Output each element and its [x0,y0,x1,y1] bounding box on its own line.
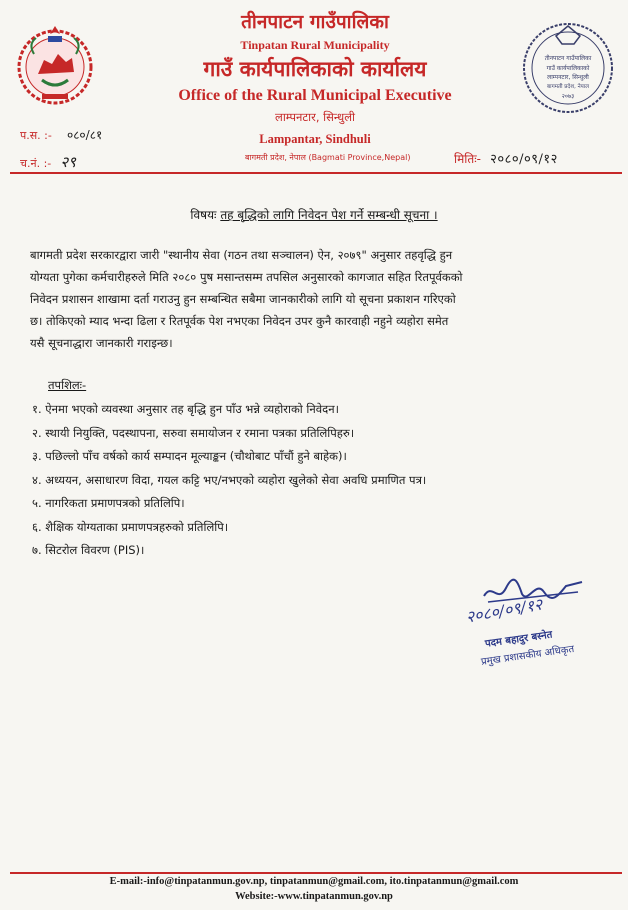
location-np: लाम्पनटार, सिन्धुली [275,110,355,124]
svg-text:२०७३: २०७३ [561,93,575,100]
list-item: ४. अध्ययन, असाधारण विदा, गयल कट्टि भए/नभएको व्यहोरा खुलेको सेवा अवधि प्रमाणित पत्र। [32,472,427,487]
svg-text:तीनपाटन गाउँपालिका: तीनपाटन गाउँपालिका [544,55,592,62]
subject-label: विषयः [190,208,217,222]
cn-value: २९ [60,153,76,171]
patra-sankhya [20,124,102,143]
body-line: यसै सूचनाद्धारा जानकारी गराइन्छ। [30,336,173,350]
province-line: बागमती प्रदेश, नेपाल (Bagmati Province,Nepal) [245,153,411,162]
footer-email: E-mail:-info@tinpatanmun.gov.np, tinpatanmun@gmail.com, ito.tinpatanmun@gmail.com [109,876,519,887]
office-name-np: गाउँ कार्यपालिकाको कार्यालय [203,57,427,81]
signatory-title: प्रमुख प्रशासकीय अधिकृत [480,643,575,668]
body-line: बागमती प्रदेश सरकारद्वारा जारी "स्थानीय सेवा (गठन तथा सञ्चालन) ऐन, २०७९" अनुसार तहवृद्धि हुन [30,248,453,262]
date-value: २०८०/०९/१२ [490,152,558,167]
list-item: ३. पछिल्लो पाँच वर्षको कार्य सम्पादन मूल्याङ्कन (चौथोबाट पाँचौं हुने बाहेक)। [32,449,347,463]
notice-body [30,244,606,354]
subject-text: तह बृद्धिको लागि निवेदन पेश गर्ने सम्बन्धी सूचना । [220,208,438,222]
document-list [32,398,612,563]
ps-label: प.स. :- [20,129,52,142]
nepal-emblem-icon [14,24,96,106]
office-seal-icon [518,18,618,118]
svg-text:लाम्पनटार, सिन्धुली: लाम्पनटार, सिन्धुली [547,74,589,81]
location-en: Lampantar, Sindhuli [259,132,371,146]
issue-date [454,148,558,167]
svg-text:गाउँ कार्यपालिकाको: गाउँ कार्यपालिकाको [546,65,590,72]
list-heading: तपशिलः- [48,378,87,392]
list-item: २. स्थायी नियुक्ति, पदस्थापना, सरुवा समायोजन र रमाना पत्रका प्रतिलिपिहरु। [32,425,355,440]
svg-text:बागमती प्रदेश, नेपाल: बागमती प्रदेश, नेपाल [547,84,589,90]
office-name-en: Office of the Rural Municipal Executive [178,87,452,104]
footer-divider [10,872,622,874]
ps-value: ०८०/८१ [66,128,103,142]
footer-website: Website:-www.tinpatanmun.gov.np [235,891,393,902]
list-item: ५. नागरिकता प्रमाणपत्रको प्रतिलिपि। [32,496,185,510]
signatory-name: पदम बहादुर बस्नेत [484,629,554,650]
header-divider [10,172,622,174]
municipality-name-en: Tinpatan Rural Municipality [240,38,390,52]
chalani-number [20,152,76,172]
list-item: ७. सिटरोल विवरण (PIS)। [32,543,145,557]
body-line: योग्यता पुगेका कर्मचारीहरुले मिति २०८० पुष मसान्तसम्म तपसिल अनुसारको कागजात सहित रितपूर्वकको [30,270,463,284]
list-item: ६. शैक्षिक योग्यताका प्रमाणपत्रहरुको प्रतिलिपि। [32,519,229,534]
date-label: मितिः- [454,152,481,166]
subject-line [0,206,628,223]
signature-date: २०८०/०९/१२ [464,594,544,627]
body-line: छ। तोकिएको म्याद भन्दा ढिला र रितपूर्वक पेश नभएका निवेदन उपर कुनै कारवाही नहुने व्यहोरा समेत [30,314,449,328]
municipality-name-np: तीनपाटन गाउँपालिका [241,11,389,33]
cn-label: च.नं. :- [20,157,52,170]
list-item: १. ऐनमा भएको व्यवस्था अनुसार तह बृद्धि हुन पाँउ भन्ने व्यहोराको निवेदन। [32,402,340,416]
body-line: निवेदन प्रशासन शाखामा दर्ता गराउनु हुन सम्बन्धित सबैमा जानकारीको लागि यो सूचना प्रकाशन गरिएको [30,292,456,306]
